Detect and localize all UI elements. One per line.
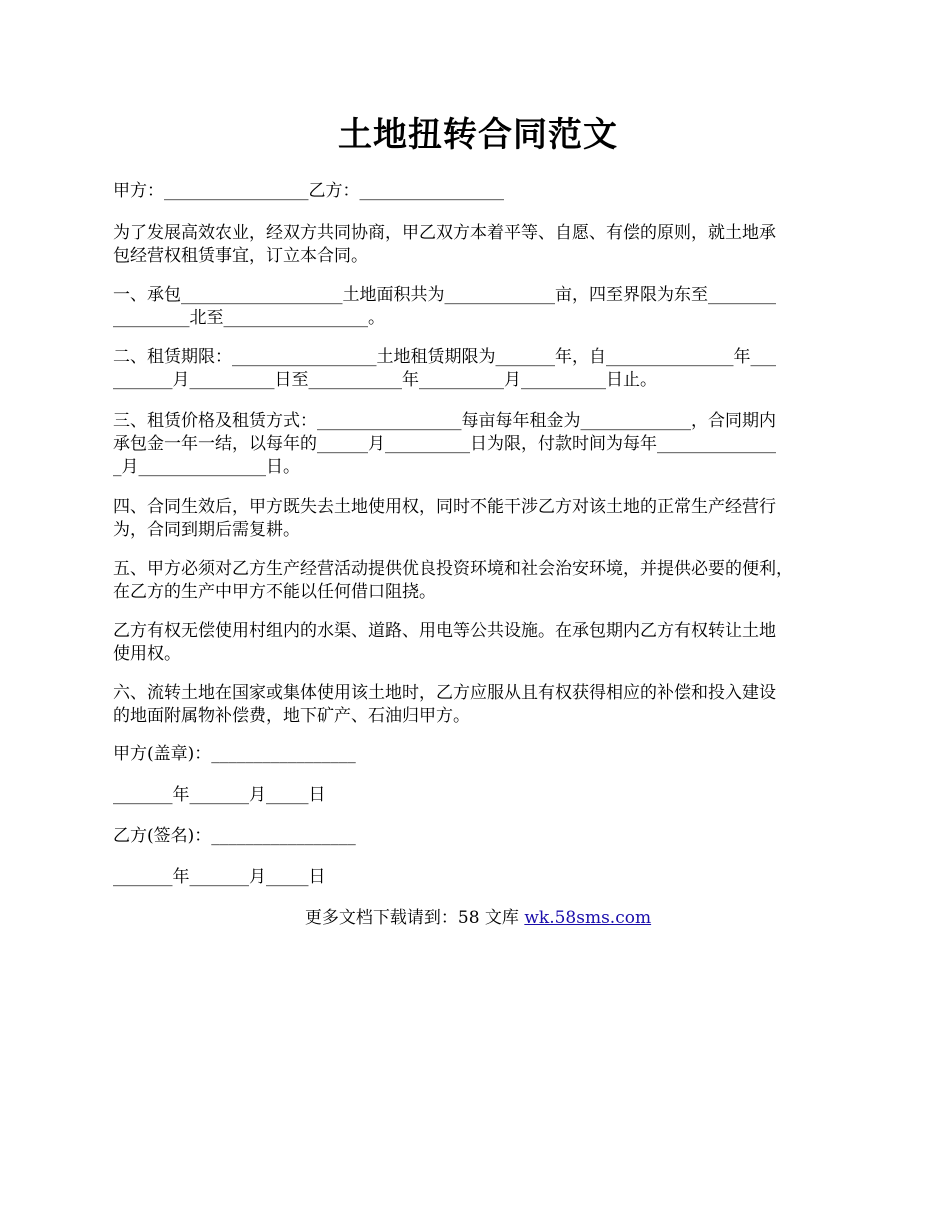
- party-b-date-line: _______年_______月_____日: [113, 867, 326, 887]
- date-party-a: [113, 784, 843, 807]
- clause-4-line-2: 为，合同到期后需复耕。: [113, 520, 300, 540]
- signature-party-b: [113, 825, 843, 848]
- clause-5-line-1: 五、甲方必须对乙方生产经营活动提供优良投资环境和社会治安环境，并提供必要的便利，: [113, 559, 793, 579]
- clause-4: [113, 496, 843, 542]
- clause-6-line-1: 六、流转土地在国家或集体使用该土地时，乙方应服从且有权获得相应的补偿和投入建设: [113, 683, 776, 703]
- clause-3-line-1: 三、租赁价格及租赁方式：_________________每亩每年租金为_____________，合同期内: [113, 411, 776, 431]
- intro-paragraph: [113, 222, 843, 268]
- clause-1: [113, 284, 843, 330]
- intro-line-2: 包经营权租赁事宜，订立本合同。: [113, 246, 368, 266]
- party-a-seal-line: 甲方(盖章)：_________________: [113, 744, 356, 764]
- parties-line: [113, 180, 843, 203]
- clause-2: [113, 346, 843, 392]
- clause-5b-line-1: 乙方有权无偿使用村组内的水渠、道路、用电等公共设施。在承包期内乙方有权转让土地: [113, 621, 776, 641]
- clause-3-line-2: 承包金一年一结，以每年的______月__________日为限，付款时间为每年______________: [113, 434, 776, 454]
- clause-2-line-1: 二、租赁期限：_________________土地租赁期限为_______年，自_______________年___: [113, 347, 776, 367]
- clause-6-line-2: 的地面附属物补偿费，地下矿产、石油归甲方。: [113, 706, 470, 726]
- clause-4-line-1: 四、合同生效后，甲方既失去土地使用权，同时不能干涉乙方对该土地的正常生产经营行: [113, 497, 776, 517]
- party-a-date-line: _______年_______月_____日: [113, 785, 326, 805]
- clause-1-line-2: _________北至_________________。: [113, 308, 385, 328]
- footer-link[interactable]: wk.58sms.com: [524, 908, 652, 928]
- clause-3: [113, 410, 843, 479]
- clause-6: [113, 682, 843, 728]
- intro-line-1: 为了发展高效农业，经双方共同协商，甲乙双方本着平等、自愿、有偿的原则，就土地承: [113, 223, 776, 243]
- footer: [113, 907, 843, 930]
- clause-5b-line-2: 使用权。: [113, 644, 181, 664]
- clause-5: [113, 558, 843, 604]
- parties-text: 甲方：_________________乙方：_________________: [113, 181, 504, 201]
- date-party-b: [113, 866, 843, 889]
- clause-3-line-3: _月_______________日。: [113, 457, 300, 477]
- clause-2-line-2: _______月__________日至___________年__________月__________日止。: [113, 370, 657, 390]
- clause-5b: [113, 620, 843, 666]
- clause-5-line-2: 在乙方的生产中甲方不能以任何借口阻挠。: [113, 582, 436, 602]
- party-b-sign-line: 乙方(签名)：_________________: [113, 826, 356, 846]
- footer-text: 更多文档下载请到：58 文库: [304, 908, 525, 928]
- clause-1-line-1: 一、承包___________________土地面积共为_____________亩，四至界限为东至________: [113, 285, 776, 305]
- document-title: 土地扭转合同范文: [338, 115, 618, 155]
- signature-party-a: [113, 743, 843, 766]
